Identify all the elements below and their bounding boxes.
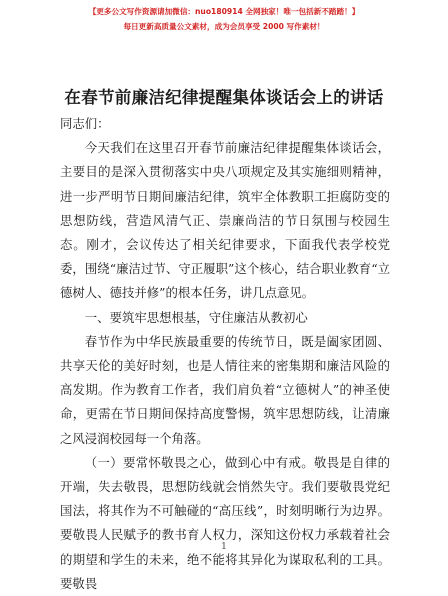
section-heading-1: 一、要筑牢思想根基，守住廉洁从教初心 [84,309,308,325]
paragraph-intro: 今天我们在这里召开春节前廉洁纪律提醒集体谈话会，主要目的是深入贯彻落实中央八项规定及其实施细则精神，进一步严明节日期间廉洁纪律，筑牢全体教职工拒腐防变的思想防线，营造风清气正、崇廉尚洁的节日氛围与校园生态。刚才，会议传达了相关纪律要求，下面我代表学校党委，围绕“廉洁过节、守正履职”这个核心，结合职业教育“立德树人、德技并修”的根本任务，讲几点意见。 [60,140,390,301]
promo-banner-line-1: 【更多公文写作资源请加微信：nuo180914 全网独家！唯一包括新不踏踏！】 [88,7,360,16]
document-body [60,112,390,596]
page-number: 1 [221,542,227,552]
promo-banner [0,4,448,34]
paragraph-section-1: 春节作为中华民族最重要的传统节日，既是阖家团圆、共享天伦的美好时刻，也是人情往来的密集期和廉洁风险的高发期。作为教育工作者，我们肩负着“立德树人”的神圣使命，更需在节日期间保持高度警惕，筑牢思想防线，让清廉之风浸润校园每一个角落。 [60,333,390,446]
salutation: 同志们： [60,116,110,131]
document-title: 在春节前廉洁纪律提醒集体谈话会上的讲话 [64,88,384,107]
promo-banner-line-2: 每日更新高质量公文素材，成为会员享受 2000 写作素材！ [123,22,325,31]
paragraph-subsection-1: （一）要常怀敬畏之心，做到心中有戒。敬畏是自律的开端，失去敬畏，思想防线就会悄然失守。我们要敬畏党纪国法，将其作为不可触碰的“高压线”，时刻明晰行为边界。要敬畏人民赋予的教书育人权力，深知这份权力承载着社会的期望和学生的未来，绝不能将其异化为谋取私利的工具。要敬畏 [60,454,390,591]
